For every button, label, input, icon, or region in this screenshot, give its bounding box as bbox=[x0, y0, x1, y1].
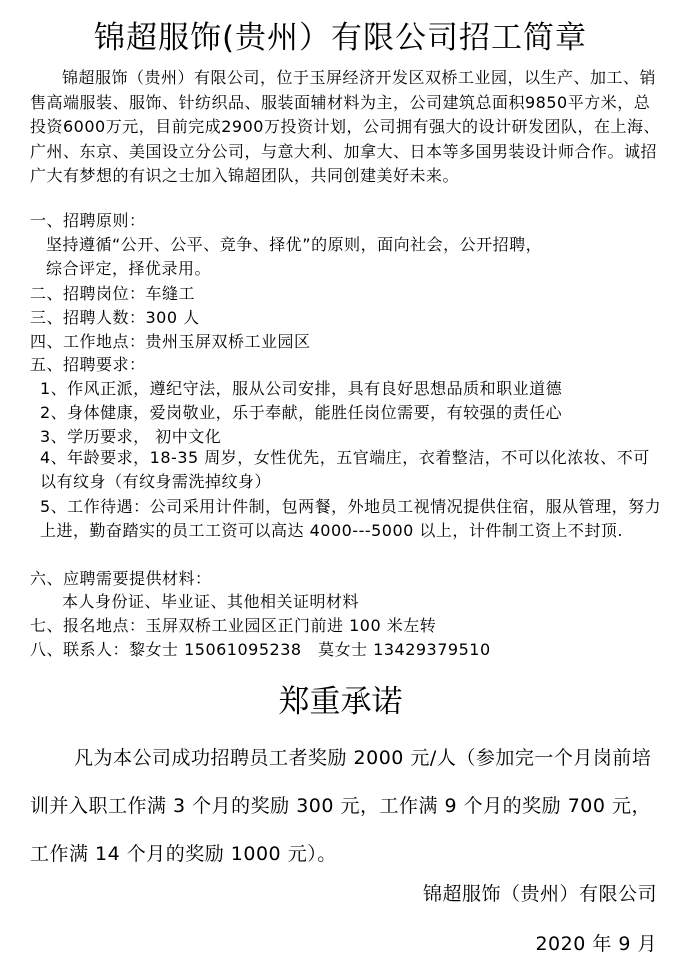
intro-text: 锦超服饰（贵州）有限公司，位于玉屏经济开发区双桥工业园，以生产、加工、销售高端服装、服饰、针纺织品、服装面辅材料为主，公司建筑总面积9850平方米，总投资6000万元，目前完成2900万投资计划，公司拥有强大的设计研发团队，在上海、广州、东京、美国设立分公司，与意大利、加拿大、日本等多国男装设计师合作。诚招广大有梦想的有识之士加入锦超团队，共同创建美好未来。 bbox=[30, 68, 660, 185]
principle-line-2: 综合评定，择优录用。 bbox=[46, 259, 212, 278]
pledge-body bbox=[30, 734, 660, 878]
requirement-4: 4、年龄要求，18-35 周岁，女性优先，五官端庄，衣着整洁，不可以化浓妆、不可以有纹身（有纹身需洗掉纹身） bbox=[40, 448, 650, 491]
company-intro bbox=[30, 66, 662, 189]
principle-heading: 一、招聘原则： bbox=[30, 211, 146, 230]
signature-date: 2020 年 9 月 bbox=[535, 933, 657, 955]
pledge-text: 凡为本公司成功招聘员工者奖励 2000 元/人（参加完一个月岗前培训并入职工作满 3 个月的奖励 300 元，工作满 9 个月的奖励 700 元，工作满 14 个月的奖励 1000 元）。 bbox=[30, 747, 652, 865]
page-title: 锦超服饰(贵州）有限公司招工简章 bbox=[93, 20, 588, 56]
materials-heading: 六、应聘需要提供材料： bbox=[30, 569, 212, 588]
requirement-3: 3、学历要求， 初中文化 bbox=[40, 427, 222, 446]
requirement-5: 5、工作待遇：公司采用计件制，包两餐，外地员工视情况提供住宿，服从管理，努力上进，勤奋踏实的员工工资可以高达 4000---5000 以上，计件制工资上不封顶. bbox=[40, 497, 662, 540]
requirements-heading: 五、招聘要求： bbox=[30, 355, 146, 374]
pledge-title: 郑重承诺 bbox=[278, 684, 403, 720]
principle-line-1: 坚持遵循“公开、公平、竞争、择优”的原则，面向社会，公开招聘， bbox=[46, 235, 543, 254]
headcount-line: 三、招聘人数：300 人 bbox=[30, 308, 200, 327]
requirement-2: 2、身体健康，爱岗敬业，乐于奉献，能胜任岗位需要，有较强的责任心 bbox=[40, 403, 563, 422]
materials-line: 本人身份证、毕业证、其他相关证明材料 bbox=[62, 592, 360, 611]
position-line: 二、招聘岗位：车缝工 bbox=[30, 284, 196, 303]
address-line: 七、报名地点：玉屏双桥工业园区正门前进 100 米左转 bbox=[30, 616, 437, 635]
location-line: 四、工作地点：贵州玉屏双桥工业园区 bbox=[30, 332, 311, 351]
signature-company: 锦超服饰（贵州）有限公司 bbox=[422, 883, 657, 905]
contact-line: 八、联系人：黎女士 15061095238 莫女士 13429379510 bbox=[30, 640, 491, 659]
requirement-1: 1、作风正派，遵纪守法，服从公司安排，具有良好思想品质和职业道德 bbox=[40, 379, 563, 398]
